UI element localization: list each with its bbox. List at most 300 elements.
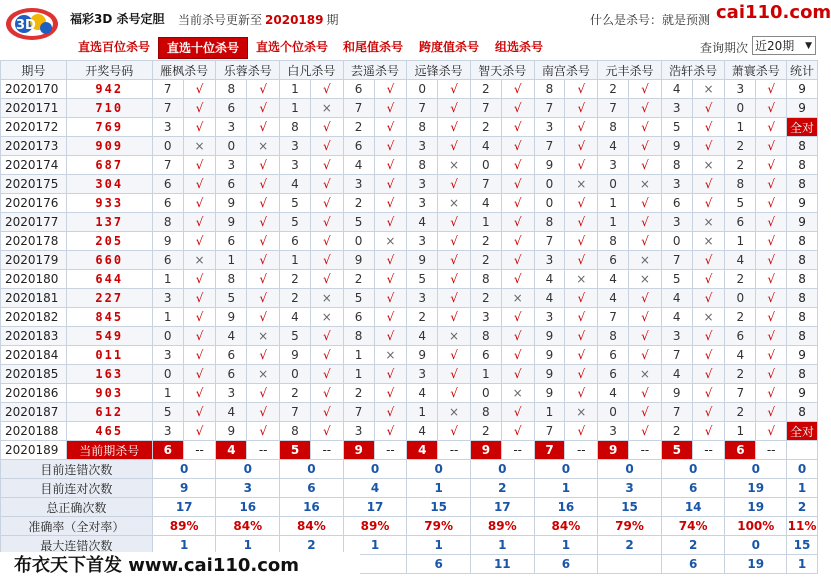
stats-value: 1 bbox=[470, 536, 534, 555]
table-row bbox=[1, 137, 818, 156]
kill-number: 3 bbox=[343, 175, 374, 194]
stats-value: 16 bbox=[534, 498, 598, 517]
table-body bbox=[1, 80, 818, 574]
check-icon: √ bbox=[501, 251, 534, 270]
kill-number: 9 bbox=[534, 156, 565, 175]
col-expert[interactable]: 远锋杀号 bbox=[407, 61, 471, 80]
stat-cell: 8 bbox=[787, 289, 818, 308]
kill-number: 3 bbox=[661, 175, 692, 194]
period-select[interactable] bbox=[752, 36, 816, 55]
check-icon: √ bbox=[247, 175, 280, 194]
current-kill-number: 5 bbox=[661, 441, 692, 460]
header-row bbox=[1, 61, 818, 80]
stat-cell: 全对 bbox=[787, 118, 818, 137]
kill-number: 4 bbox=[725, 251, 756, 270]
kill-number: 9 bbox=[216, 422, 247, 441]
kill-number: 9 bbox=[534, 384, 565, 403]
stats-value: 15 bbox=[787, 536, 818, 555]
check-icon: √ bbox=[692, 270, 725, 289]
issue-cell: 2020178 bbox=[1, 232, 67, 251]
kill-number: 1 bbox=[152, 270, 183, 289]
stats-value: 16 bbox=[280, 498, 344, 517]
current-row bbox=[1, 441, 818, 460]
issue-cell: 2020187 bbox=[1, 403, 67, 422]
check-icon: √ bbox=[438, 175, 471, 194]
table-row bbox=[1, 80, 818, 99]
kill-number: 2 bbox=[407, 308, 438, 327]
check-icon: √ bbox=[756, 270, 787, 289]
kill-number: 4 bbox=[598, 289, 629, 308]
table-row bbox=[1, 99, 818, 118]
cross-icon: × bbox=[692, 213, 725, 232]
cross-icon: × bbox=[374, 232, 407, 251]
kill-number: 7 bbox=[343, 403, 374, 422]
cross-icon: × bbox=[629, 365, 662, 384]
winning-number: 205 bbox=[66, 232, 152, 251]
chevron-down-icon: ▼ bbox=[805, 41, 812, 51]
check-icon: √ bbox=[374, 156, 407, 175]
kill-number: 3 bbox=[598, 156, 629, 175]
check-icon: √ bbox=[629, 194, 662, 213]
check-icon: √ bbox=[756, 327, 787, 346]
stats-value bbox=[598, 555, 662, 574]
check-icon: √ bbox=[756, 251, 787, 270]
check-icon: √ bbox=[629, 289, 662, 308]
check-icon: √ bbox=[310, 232, 343, 251]
kill-number: 7 bbox=[661, 251, 692, 270]
winning-number: 304 bbox=[66, 175, 152, 194]
issue-cell: 2020179 bbox=[1, 251, 67, 270]
kill-table bbox=[0, 60, 818, 574]
stat-cell: 9 bbox=[787, 99, 818, 118]
check-icon: √ bbox=[692, 327, 725, 346]
footer-banner: 布衣天下首发 www.cai110.com bbox=[0, 552, 360, 579]
kill-number: 0 bbox=[534, 194, 565, 213]
check-icon: √ bbox=[565, 251, 598, 270]
kill-number: 6 bbox=[598, 346, 629, 365]
stats-value: 0 bbox=[152, 460, 216, 479]
stats-value: 89% bbox=[470, 517, 534, 536]
check-icon: √ bbox=[183, 327, 216, 346]
check-icon: √ bbox=[438, 118, 471, 137]
check-icon: √ bbox=[374, 80, 407, 99]
kill-number: 8 bbox=[661, 156, 692, 175]
kill-number: 0 bbox=[598, 175, 629, 194]
kill-number: 9 bbox=[661, 137, 692, 156]
check-icon: √ bbox=[692, 194, 725, 213]
kill-number: 7 bbox=[534, 422, 565, 441]
kill-number: 0 bbox=[152, 137, 183, 156]
kill-number: 4 bbox=[534, 289, 565, 308]
winning-number: 644 bbox=[66, 270, 152, 289]
check-icon: √ bbox=[756, 175, 787, 194]
check-icon: √ bbox=[183, 365, 216, 384]
tab-shi[interactable]: 直选十位杀号 bbox=[158, 37, 248, 59]
check-icon: √ bbox=[756, 346, 787, 365]
kill-number: 8 bbox=[470, 327, 501, 346]
check-icon: √ bbox=[247, 232, 280, 251]
kill-number: 1 bbox=[216, 251, 247, 270]
kill-number: 3 bbox=[152, 118, 183, 137]
check-icon: √ bbox=[310, 156, 343, 175]
check-icon: √ bbox=[247, 289, 280, 308]
stats-value: 6 bbox=[280, 479, 344, 498]
dash-cell: -- bbox=[310, 441, 343, 460]
stats-value: 2 bbox=[470, 479, 534, 498]
what-is-kill-text[interactable]: 什么是杀号：就是预测 bbox=[590, 13, 711, 27]
update-issue: 2020189 bbox=[265, 13, 324, 27]
check-icon: √ bbox=[374, 118, 407, 137]
kill-number: 7 bbox=[725, 384, 756, 403]
update-suffix: 期 bbox=[326, 13, 339, 27]
check-icon: √ bbox=[501, 327, 534, 346]
kill-number: 5 bbox=[343, 213, 374, 232]
kill-number: 3 bbox=[152, 346, 183, 365]
cross-icon: × bbox=[692, 232, 725, 251]
stats-value: 0 bbox=[725, 536, 787, 555]
tab-ge[interactable]: 直选个位杀号 bbox=[256, 40, 329, 54]
kill-number: 6 bbox=[598, 365, 629, 384]
kill-number: 9 bbox=[661, 384, 692, 403]
kill-number: 3 bbox=[534, 308, 565, 327]
check-icon: √ bbox=[629, 213, 662, 232]
kill-number: 3 bbox=[216, 384, 247, 403]
check-icon: √ bbox=[756, 118, 787, 137]
col-expert[interactable]: 雁枫杀号 bbox=[152, 61, 216, 80]
stats-value: 16 bbox=[216, 498, 280, 517]
col-expert[interactable]: 芸遥杀号 bbox=[343, 61, 407, 80]
kill-number: 8 bbox=[216, 270, 247, 289]
check-icon: √ bbox=[374, 289, 407, 308]
check-icon: √ bbox=[692, 251, 725, 270]
check-icon: √ bbox=[756, 422, 787, 441]
winning-number: 845 bbox=[66, 308, 152, 327]
winning-number: 769 bbox=[66, 118, 152, 137]
kill-number: 2 bbox=[725, 365, 756, 384]
check-icon: √ bbox=[438, 422, 471, 441]
col-expert[interactable]: 乐蓉杀号 bbox=[216, 61, 280, 80]
issue-cell: 2020182 bbox=[1, 308, 67, 327]
kill-number: 0 bbox=[216, 137, 247, 156]
issue-cell: 2020170 bbox=[1, 80, 67, 99]
kill-number: 9 bbox=[534, 346, 565, 365]
kill-number: 1 bbox=[152, 384, 183, 403]
check-icon: √ bbox=[183, 118, 216, 137]
stats-label: 目前连错次数 bbox=[1, 460, 153, 479]
check-icon: √ bbox=[310, 384, 343, 403]
kill-number: 7 bbox=[598, 99, 629, 118]
dash-cell: -- bbox=[374, 441, 407, 460]
check-icon: √ bbox=[565, 99, 598, 118]
kill-number: 2 bbox=[470, 232, 501, 251]
col-expert[interactable]: 萧寰杀号 bbox=[725, 61, 787, 80]
kill-number: 8 bbox=[407, 156, 438, 175]
stat-cell: 9 bbox=[787, 80, 818, 99]
check-icon: √ bbox=[438, 289, 471, 308]
current-kill-number: 4 bbox=[216, 441, 247, 460]
table-row bbox=[1, 327, 818, 346]
kill-number: 3 bbox=[216, 156, 247, 175]
kill-number: 0 bbox=[598, 403, 629, 422]
check-icon: √ bbox=[501, 156, 534, 175]
kill-number: 2 bbox=[598, 80, 629, 99]
kill-number: 7 bbox=[152, 156, 183, 175]
tab-bai[interactable]: 直选百位杀号 bbox=[78, 40, 151, 54]
stats-label: 准确率（全对率） bbox=[1, 517, 153, 536]
stats-value: 3 bbox=[598, 479, 662, 498]
table-row bbox=[1, 403, 818, 422]
tab-kuadu[interactable]: 跨度值杀号 bbox=[419, 40, 480, 54]
check-icon: √ bbox=[374, 194, 407, 213]
stats-value: 19 bbox=[725, 479, 787, 498]
kill-number: 3 bbox=[216, 118, 247, 137]
issue-cell: 2020171 bbox=[1, 99, 67, 118]
stat-cell: 8 bbox=[787, 175, 818, 194]
check-icon: √ bbox=[247, 270, 280, 289]
check-icon: √ bbox=[565, 289, 598, 308]
kill-number: 2 bbox=[343, 118, 374, 137]
table-row bbox=[1, 251, 818, 270]
kill-number: 2 bbox=[280, 289, 311, 308]
check-icon: √ bbox=[310, 346, 343, 365]
kill-number: 3 bbox=[280, 156, 311, 175]
stat-cell: 9 bbox=[787, 194, 818, 213]
check-icon: √ bbox=[501, 175, 534, 194]
kill-number: 2 bbox=[725, 156, 756, 175]
issue-cell: 2020177 bbox=[1, 213, 67, 232]
stats-row bbox=[1, 498, 818, 517]
stats-value: 1 bbox=[787, 479, 818, 498]
kill-number: 3 bbox=[407, 289, 438, 308]
check-icon: √ bbox=[565, 118, 598, 137]
col-expert[interactable]: 智天杀号 bbox=[470, 61, 534, 80]
kill-number: 4 bbox=[407, 422, 438, 441]
stats-row bbox=[1, 460, 818, 479]
kill-number: 7 bbox=[661, 403, 692, 422]
cross-icon: × bbox=[565, 175, 598, 194]
stats-value: 6 bbox=[661, 479, 725, 498]
kill-number: 8 bbox=[598, 118, 629, 137]
cross-icon: × bbox=[438, 327, 471, 346]
kill-number: 8 bbox=[280, 422, 311, 441]
stats-value: 1 bbox=[534, 536, 598, 555]
kill-number: 7 bbox=[470, 175, 501, 194]
kill-number: 2 bbox=[661, 422, 692, 441]
stats-value: 1 bbox=[407, 479, 471, 498]
stat-cell: 8 bbox=[787, 137, 818, 156]
check-icon: √ bbox=[692, 137, 725, 156]
kill-number: 5 bbox=[280, 213, 311, 232]
kill-number: 3 bbox=[407, 194, 438, 213]
winning-number: 227 bbox=[66, 289, 152, 308]
kill-number: 9 bbox=[152, 232, 183, 251]
cross-icon: × bbox=[629, 175, 662, 194]
cross-icon: × bbox=[501, 384, 534, 403]
kill-number: 0 bbox=[152, 365, 183, 384]
kill-number: 6 bbox=[152, 251, 183, 270]
stat-cell: 8 bbox=[787, 327, 818, 346]
query-label: 查询期次 bbox=[700, 41, 749, 55]
kill-number: 0 bbox=[725, 289, 756, 308]
kill-number: 6 bbox=[725, 327, 756, 346]
kill-number: 2 bbox=[470, 289, 501, 308]
table-row bbox=[1, 308, 818, 327]
winning-number: 612 bbox=[66, 403, 152, 422]
stat-cell: 9 bbox=[787, 213, 818, 232]
stats-value: 79% bbox=[598, 517, 662, 536]
issue-cell: 2020181 bbox=[1, 289, 67, 308]
check-icon: √ bbox=[247, 422, 280, 441]
check-icon: √ bbox=[565, 346, 598, 365]
stats-value: 89% bbox=[152, 517, 216, 536]
kill-number: 3 bbox=[661, 213, 692, 232]
current-kill-number: 9 bbox=[343, 441, 374, 460]
check-icon: √ bbox=[692, 175, 725, 194]
check-icon: √ bbox=[183, 308, 216, 327]
table-row bbox=[1, 365, 818, 384]
check-icon: √ bbox=[756, 80, 787, 99]
check-icon: √ bbox=[374, 251, 407, 270]
kill-number: 6 bbox=[216, 346, 247, 365]
tab-hewei[interactable]: 和尾值杀号 bbox=[343, 40, 404, 54]
check-icon: √ bbox=[692, 118, 725, 137]
kill-number: 6 bbox=[152, 175, 183, 194]
check-icon: √ bbox=[310, 403, 343, 422]
stats-value: 1 bbox=[534, 479, 598, 498]
check-icon: √ bbox=[501, 403, 534, 422]
stats-label: 目前连对次数 bbox=[1, 479, 153, 498]
kill-number: 4 bbox=[470, 137, 501, 156]
dash-cell: -- bbox=[629, 441, 662, 460]
dash-cell: -- bbox=[438, 441, 471, 460]
kill-number: 6 bbox=[725, 213, 756, 232]
check-icon: √ bbox=[183, 289, 216, 308]
kill-number: 6 bbox=[343, 308, 374, 327]
check-icon: √ bbox=[310, 422, 343, 441]
stats-value: 9 bbox=[152, 479, 216, 498]
kill-number: 4 bbox=[661, 365, 692, 384]
kill-number: 0 bbox=[470, 156, 501, 175]
issue-cell: 2020185 bbox=[1, 365, 67, 384]
kill-number: 7 bbox=[598, 308, 629, 327]
kill-number: 0 bbox=[725, 99, 756, 118]
current-kill-number: 6 bbox=[152, 441, 183, 460]
table-row bbox=[1, 175, 818, 194]
kill-number: 2 bbox=[725, 308, 756, 327]
kill-number: 9 bbox=[534, 365, 565, 384]
check-icon: √ bbox=[501, 99, 534, 118]
kill-number: 3 bbox=[598, 422, 629, 441]
cross-icon: × bbox=[310, 99, 343, 118]
check-icon: √ bbox=[438, 251, 471, 270]
check-icon: √ bbox=[565, 365, 598, 384]
current-kill-number: 9 bbox=[470, 441, 501, 460]
kill-number: 4 bbox=[407, 327, 438, 346]
col-expert[interactable]: 南宫杀号 bbox=[534, 61, 598, 80]
kill-number: 9 bbox=[343, 251, 374, 270]
kill-number: 1 bbox=[470, 213, 501, 232]
kill-number: 4 bbox=[534, 270, 565, 289]
check-icon: √ bbox=[629, 422, 662, 441]
check-icon: √ bbox=[374, 422, 407, 441]
kill-number: 6 bbox=[216, 232, 247, 251]
check-icon: √ bbox=[183, 422, 216, 441]
table-row bbox=[1, 156, 818, 175]
cross-icon: × bbox=[247, 137, 280, 156]
check-icon: √ bbox=[692, 422, 725, 441]
kill-number: 7 bbox=[534, 232, 565, 251]
check-icon: √ bbox=[629, 99, 662, 118]
kill-number: 5 bbox=[661, 270, 692, 289]
kill-number: 9 bbox=[407, 346, 438, 365]
check-icon: √ bbox=[692, 99, 725, 118]
kill-number: 2 bbox=[725, 403, 756, 422]
col-expert[interactable]: 白凡杀号 bbox=[280, 61, 344, 80]
check-icon: √ bbox=[310, 327, 343, 346]
check-icon: √ bbox=[310, 270, 343, 289]
check-icon: √ bbox=[565, 137, 598, 156]
kill-number: 4 bbox=[598, 270, 629, 289]
stats-value: 6 bbox=[407, 555, 471, 574]
cross-icon: × bbox=[183, 251, 216, 270]
check-icon: √ bbox=[374, 99, 407, 118]
kill-number: 6 bbox=[216, 175, 247, 194]
winning-number: 011 bbox=[66, 346, 152, 365]
check-icon: √ bbox=[183, 270, 216, 289]
check-icon: √ bbox=[247, 118, 280, 137]
dash-cell: -- bbox=[692, 441, 725, 460]
col-expert[interactable]: 元丰杀号 bbox=[598, 61, 662, 80]
check-icon: √ bbox=[374, 327, 407, 346]
winning-number: 942 bbox=[66, 80, 152, 99]
kill-number: 8 bbox=[470, 403, 501, 422]
issue-cell: 2020180 bbox=[1, 270, 67, 289]
kill-number: 6 bbox=[343, 80, 374, 99]
kill-number: 1 bbox=[470, 365, 501, 384]
stats-row bbox=[1, 517, 818, 536]
check-icon: √ bbox=[374, 213, 407, 232]
kill-number: 4 bbox=[343, 156, 374, 175]
tab-zuxuan[interactable]: 组选杀号 bbox=[495, 40, 544, 54]
kill-number: 0 bbox=[407, 80, 438, 99]
stats-value: 0 bbox=[470, 460, 534, 479]
kill-number: 8 bbox=[470, 270, 501, 289]
check-icon: √ bbox=[438, 308, 471, 327]
stat-cell: 9 bbox=[787, 346, 818, 365]
check-icon: √ bbox=[247, 80, 280, 99]
site-logo-text[interactable]: cai110.com bbox=[716, 2, 831, 23]
check-icon: √ bbox=[629, 156, 662, 175]
kill-number: 1 bbox=[598, 194, 629, 213]
check-icon: √ bbox=[692, 346, 725, 365]
stats-value: 100% bbox=[725, 517, 787, 536]
kill-number: 1 bbox=[152, 308, 183, 327]
kill-number: 1 bbox=[598, 213, 629, 232]
check-icon: √ bbox=[310, 194, 343, 213]
kill-number: 6 bbox=[280, 232, 311, 251]
stats-value: 11 bbox=[470, 555, 534, 574]
kill-number: 6 bbox=[216, 99, 247, 118]
stats-value: 15 bbox=[407, 498, 471, 517]
kill-number: 3 bbox=[661, 99, 692, 118]
stats-value: 19 bbox=[725, 498, 787, 517]
col-issue: 期号 bbox=[1, 61, 67, 80]
kill-number: 2 bbox=[343, 270, 374, 289]
check-icon: √ bbox=[565, 213, 598, 232]
col-expert[interactable]: 浩轩杀号 bbox=[661, 61, 725, 80]
winning-number: 163 bbox=[66, 365, 152, 384]
kill-number: 9 bbox=[534, 327, 565, 346]
